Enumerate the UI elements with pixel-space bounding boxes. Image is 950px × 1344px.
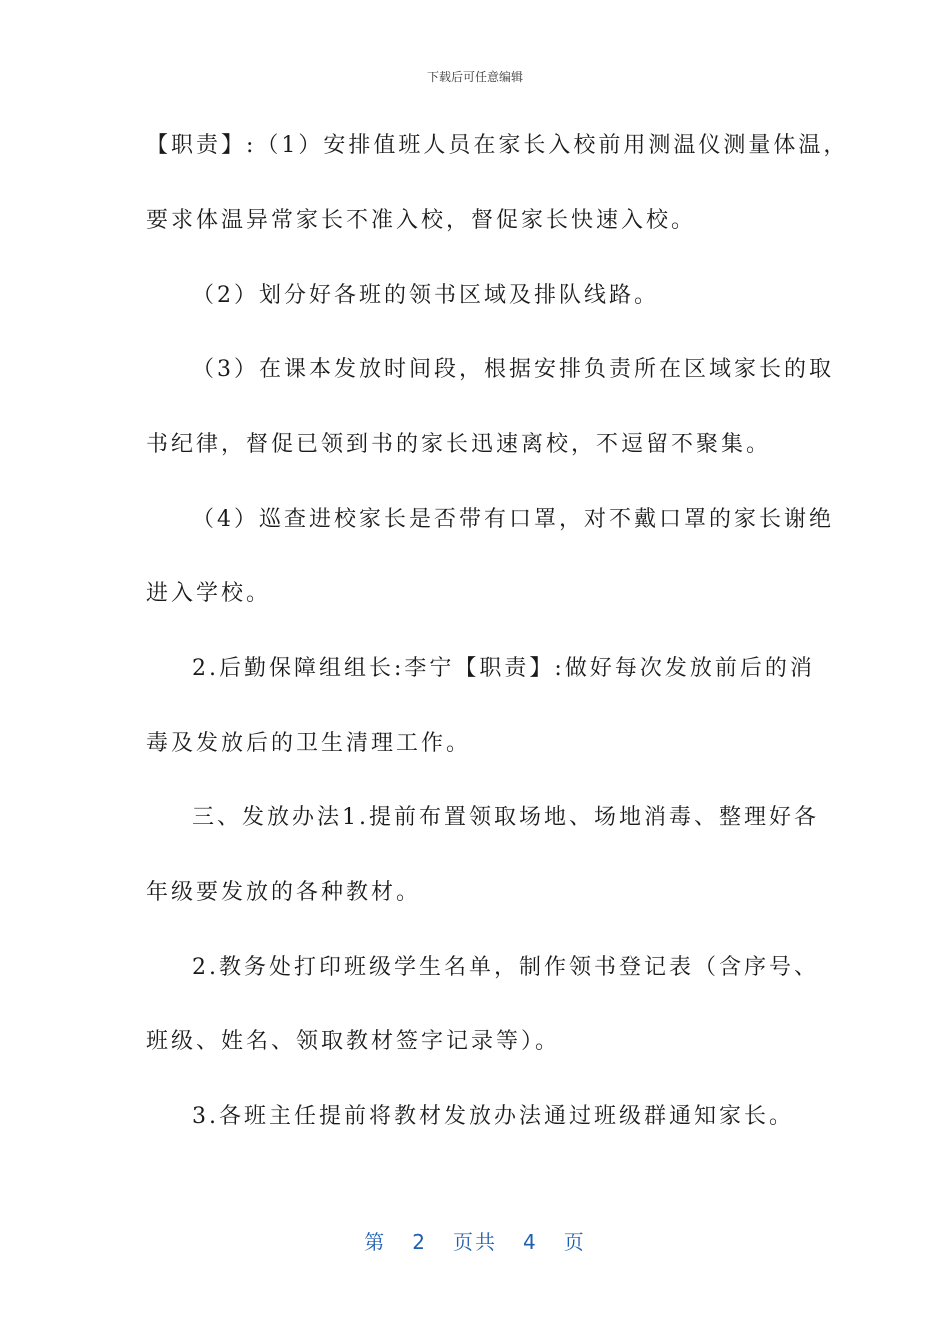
- page-header: 下载后可任意编辑: [426, 70, 523, 84]
- body-line-3: （2）划分好各班的领书区域及排队线路。: [192, 283, 659, 308]
- body-line-13: 班级、姓名、领取教材签字记录等）。: [146, 1029, 561, 1054]
- body-line-10: 三、发放办法1.提前布置领取场地、场地消毒、整理好各: [192, 805, 819, 830]
- footer-suffix: 页: [563, 1230, 586, 1254]
- footer-prefix: 第: [364, 1230, 387, 1254]
- footer-middle: 页共: [453, 1230, 497, 1254]
- body-line-14: 3.各班主任提前将教材发放办法通过班级群通知家长。: [192, 1104, 794, 1129]
- body-line-1: 【职责】:（1）安排值班人员在家长入校前用测温仪测量体温，: [146, 133, 849, 158]
- current-page-number: 2: [412, 1230, 427, 1254]
- body-line-12: 2.教务处打印班级学生名单，制作领书登记表（含序号、: [192, 955, 819, 980]
- body-line-8: 2.后勤保障组组长:李宁【职责】:做好每次发放前后的消: [192, 656, 815, 681]
- body-line-5: 书纪律，督促已领到书的家长迅速离校，不逗留不聚集。: [146, 432, 772, 457]
- body-line-2: 要求体温异常家长不准入校，督促家长快速入校。: [146, 208, 697, 233]
- body-line-4: （3）在课本发放时间段，根据安排负责所在区域家长的取: [192, 357, 834, 382]
- total-pages-number: 4: [523, 1230, 538, 1254]
- body-line-7: 进入学校。: [146, 581, 272, 606]
- body-line-6: （4）巡查进校家长是否带有口罩，对不戴口罩的家长谢绝: [192, 507, 834, 532]
- page-footer: [0, 1226, 950, 1255]
- body-line-11: 年级要发放的各种教材。: [146, 880, 422, 905]
- body-line-9: 毒及发放后的卫生清理工作。: [146, 731, 472, 756]
